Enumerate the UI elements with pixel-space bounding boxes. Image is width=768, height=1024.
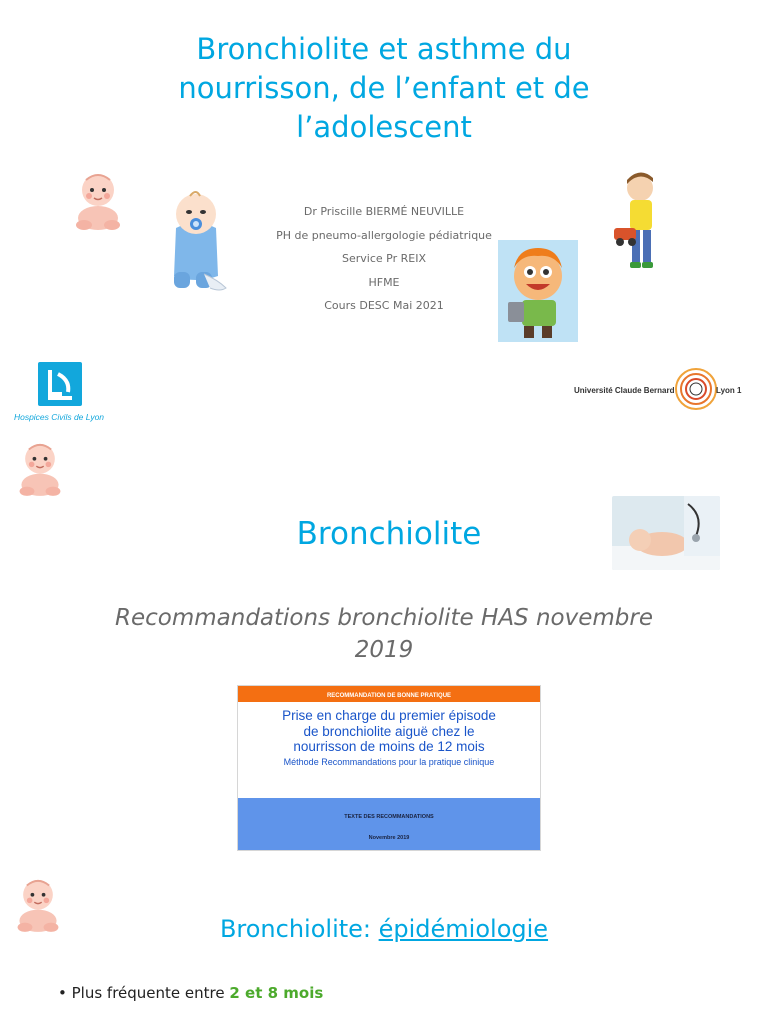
reco-has-text (74, 602, 694, 666)
cover-lower-block (238, 798, 540, 850)
bullet-text: Plus fréquente entre (71, 984, 230, 1002)
cover-title-line: Prise en charge du premier épisode (282, 708, 496, 723)
cover-title-line: de bronchiolite aiguë chez le (303, 723, 475, 739)
author-name: Dr Priscille BIERMÉ NEUVILLE (303, 205, 465, 218)
baby-examination-photo (612, 496, 720, 570)
hcl-logo-label: Hospices Civils de Lyon (13, 412, 105, 422)
author-hospital: HFME (368, 275, 400, 289)
slide1-title-line: nourrisson, de l’enfant et de (178, 71, 590, 105)
slide1-title-line: l’adolescent (296, 110, 472, 144)
baby-sitting-icon (70, 170, 126, 232)
epidemiology-title (174, 910, 594, 948)
cover-type-label: RECOMMANDATION DE BONNE PRATIQUE (238, 691, 540, 702)
epidemiology-title-underlined: épidémiologie (378, 915, 549, 943)
has-document-cover (238, 686, 540, 850)
baby-sitting-icon (14, 440, 66, 498)
ucbl-logo-label-left: Université Claude Bernard (574, 386, 675, 395)
epidemiology-title-prefix: Bronchiolite: (219, 915, 379, 943)
bullet-highlight: 2 et 8 mois (229, 984, 324, 1002)
hcl-logo (10, 360, 108, 430)
cover-title-line: nourrisson de moins de 12 mois (293, 739, 485, 754)
ucbl-logo-icon (674, 356, 718, 422)
reco-line: 2019 (354, 637, 414, 663)
cover-lower-label: TEXTE DES RECOMMANDATIONS (344, 814, 434, 820)
cover-title (242, 708, 536, 755)
slide1-title (84, 30, 684, 147)
ucbl-logo (570, 348, 745, 430)
author-role: PH de pneumo-allergologie pédiatrique (276, 228, 492, 242)
author-service: Service Pr REIX (342, 252, 426, 265)
author-info (234, 200, 534, 318)
slide1-title-line: Bronchiolite et asthme du (196, 32, 572, 66)
cover-main (238, 702, 540, 767)
bullet-icon: • (58, 984, 72, 1002)
baby-pacifier-icon (160, 188, 232, 294)
cover-method: Méthode Recommandations pour la pratique clinique (283, 756, 495, 767)
boy-with-bag-icon (498, 240, 578, 342)
boy-with-toy-icon (612, 170, 672, 274)
bullet-item (58, 984, 323, 1002)
cover-date: Novembre 2019 (368, 835, 410, 841)
ucbl-logo-label-right: Lyon 1 (716, 386, 742, 395)
course-info: Cours DESC Mai 2021 (324, 299, 444, 312)
baby-sitting-icon (12, 876, 64, 934)
reco-line: Recommandations bronchiolite HAS novembre (115, 605, 653, 631)
hcl-logo-icon (38, 362, 82, 406)
bronchiolite-title: Bronchiolite (296, 516, 482, 552)
